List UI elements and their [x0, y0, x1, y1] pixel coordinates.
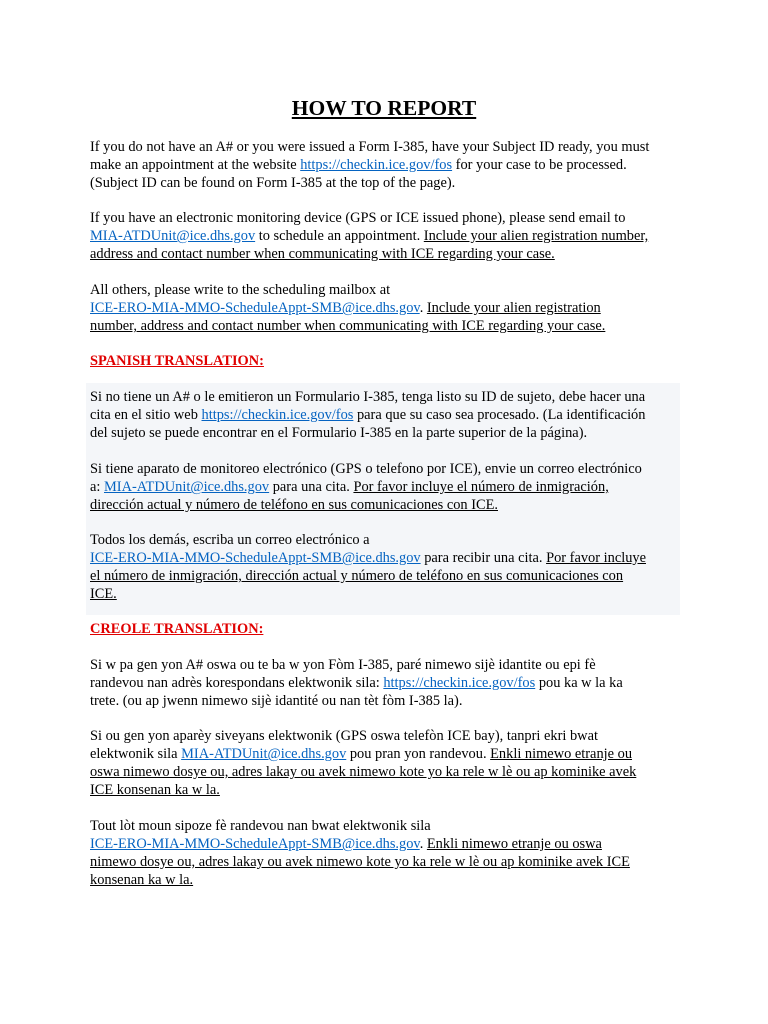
underlined-text: Enkli nimewo etranje ou — [490, 746, 633, 762]
text-line — [90, 763, 690, 781]
text-segment: para que su caso sea procesado. (La identificación — [353, 407, 646, 423]
schedule-mailbox-link[interactable]: ICE-ERO-MIA-MMO-ScheduleAppt-SMB@ice.dhs.gov — [90, 836, 420, 852]
text-segment: . — [419, 300, 427, 316]
text-segment: make an appointment at the website — [90, 157, 301, 173]
text-segment: for your case to be processed. — [452, 157, 627, 173]
atd-email-link[interactable]: MIA-ATDUnit@ice.dhs.gov — [103, 479, 270, 495]
text-line — [90, 227, 690, 245]
text-line: All others, please write to the scheduling mailbox at — [90, 282, 391, 298]
text-line: If you have an electronic monitoring device (GPS or ICE issued phone), please send email to — [90, 210, 626, 226]
text-segment: para recibir una cita. — [420, 550, 547, 566]
text-line — [90, 549, 690, 567]
english-paragraph-1 — [90, 138, 690, 192]
text-line: Si no tiene un A# o le emitieron un Formulario I-385, tenga listo su ID de sujeto, debe hacer una — [90, 389, 646, 405]
schedule-mailbox-link[interactable]: ICE-ERO-MIA-MMO-ScheduleAppt-SMB@ice.dhs.gov — [90, 550, 421, 566]
underlined-text: ICE. — [90, 586, 117, 602]
text-line — [90, 496, 690, 514]
text-line — [90, 156, 690, 174]
text-line — [90, 299, 690, 317]
text-line: del sujeto se puede encontrar en el Formulario I-385 en la parte superior de la página). — [90, 425, 588, 441]
english-paragraph-2 — [90, 209, 690, 263]
underlined-text: el número de inmigración, dirección actual y número de teléfono en sus comunicaciones con — [90, 568, 624, 584]
text-line: Si tiene aparato de monitoreo electrónico (GPS o telefono por ICE), envie un correo electrónico — [90, 461, 642, 477]
text-line — [90, 674, 690, 692]
text-line — [90, 745, 690, 763]
text-segment: to schedule an appointment. — [255, 228, 424, 244]
checkin-link[interactable]: https://checkin.ice.gov/fos — [201, 407, 354, 423]
text-segment: a: — [90, 479, 104, 495]
text-line — [90, 835, 690, 853]
text-line: Todos los demás, escriba un correo electrónico a — [90, 532, 370, 548]
page-title: HOW TO REPORT — [291, 96, 477, 120]
text-line: (Subject ID can be found on Form I-385 at the top of the page). — [90, 175, 456, 191]
creole-heading: CREOLE TRANSLATION: — [90, 621, 264, 637]
text-segment: cita en el sitio web — [90, 407, 202, 423]
underlined-text: konsenan ka w la. — [90, 872, 194, 888]
spanish-paragraph-2 — [90, 460, 690, 514]
text-line: Si ou gen yon aparèy siveyans elektwonik (GPS oswa telefòn ICE bay), tanpri ekri bwat — [90, 728, 598, 744]
underlined-text: oswa nimewo dosye ou, adres lakay ou avek nimewo kote yo ka rele w lè ou ap kominike avek — [90, 764, 637, 780]
underlined-text: address and contact number when communicating with ICE regarding your case. — [90, 246, 555, 262]
text-line — [90, 567, 690, 585]
underlined-text: number, address and contact number when communicating with ICE regarding your case. — [90, 318, 606, 334]
spanish-heading: SPANISH TRANSLATION: — [90, 353, 264, 369]
atd-email-link[interactable]: MIA-ATDUnit@ice.dhs.gov — [181, 746, 347, 762]
text-segment: . — [419, 836, 427, 852]
spanish-paragraph-1 — [90, 388, 690, 442]
text-line: If you do not have an A# or you were issued a Form I-385, have your Subject ID ready, you must — [90, 139, 650, 155]
schedule-mailbox-link[interactable]: ICE-ERO-MIA-MMO-ScheduleAppt-SMB@ice.dhs.gov — [90, 300, 420, 316]
text-line — [90, 585, 690, 603]
text-line: trete. (ou ap jwenn nimewo sijè idantité ou nan tèt fòm I-385 la). — [90, 693, 463, 709]
underlined-text: Por favor incluye — [546, 550, 646, 566]
underlined-text: Enkli nimewo etranje ou oswa — [426, 836, 602, 852]
underlined-text: Include your alien registration number, — [423, 228, 649, 244]
underlined-text: ICE konsenan ka w la. — [90, 782, 220, 798]
underlined-text: dirección actual y número de teléfono en sus comunicaciones con ICE. — [90, 497, 498, 513]
text-line — [90, 853, 690, 871]
text-segment: pou ka w la ka — [535, 675, 623, 691]
checkin-link[interactable]: https://checkin.ice.gov/fos — [300, 157, 453, 173]
creole-paragraph-3 — [90, 817, 690, 889]
creole-paragraph-2 — [90, 727, 690, 799]
english-paragraph-3 — [90, 281, 690, 335]
text-segment: elektwonik sila — [90, 746, 182, 762]
underlined-text: nimewo dosye ou, adres lakay ou avek nimewo kote yo ka rele w lè ou ap kominike avek ICE — [90, 854, 630, 870]
text-line — [90, 406, 690, 424]
text-line — [90, 478, 690, 496]
underlined-text: Por favor incluye el número de inmigración, — [353, 479, 609, 495]
text-segment: pou pran yon randevou. — [346, 746, 491, 762]
atd-email-link[interactable]: MIA-ATDUnit@ice.dhs.gov — [90, 228, 256, 244]
creole-paragraph-1 — [90, 656, 690, 710]
text-segment: randevou nan adrès korespondans elektwonik sila: — [90, 675, 384, 691]
text-line: Si w pa gen yon A# oswa ou te ba w yon Fòm I-385, paré nimewo sijè idantite ou epi fè — [90, 657, 596, 673]
checkin-link[interactable]: https://checkin.ice.gov/fos — [383, 675, 536, 691]
text-segment: para una cita. — [269, 479, 354, 495]
spanish-paragraph-3 — [90, 531, 690, 603]
text-line — [90, 245, 690, 263]
text-line — [90, 871, 690, 889]
text-line — [90, 317, 690, 335]
text-line: Tout lòt moun sipoze fè randevou nan bwat elektwonik sila — [90, 818, 431, 834]
underlined-text: Include your alien registration — [426, 300, 601, 316]
text-line — [90, 781, 690, 799]
